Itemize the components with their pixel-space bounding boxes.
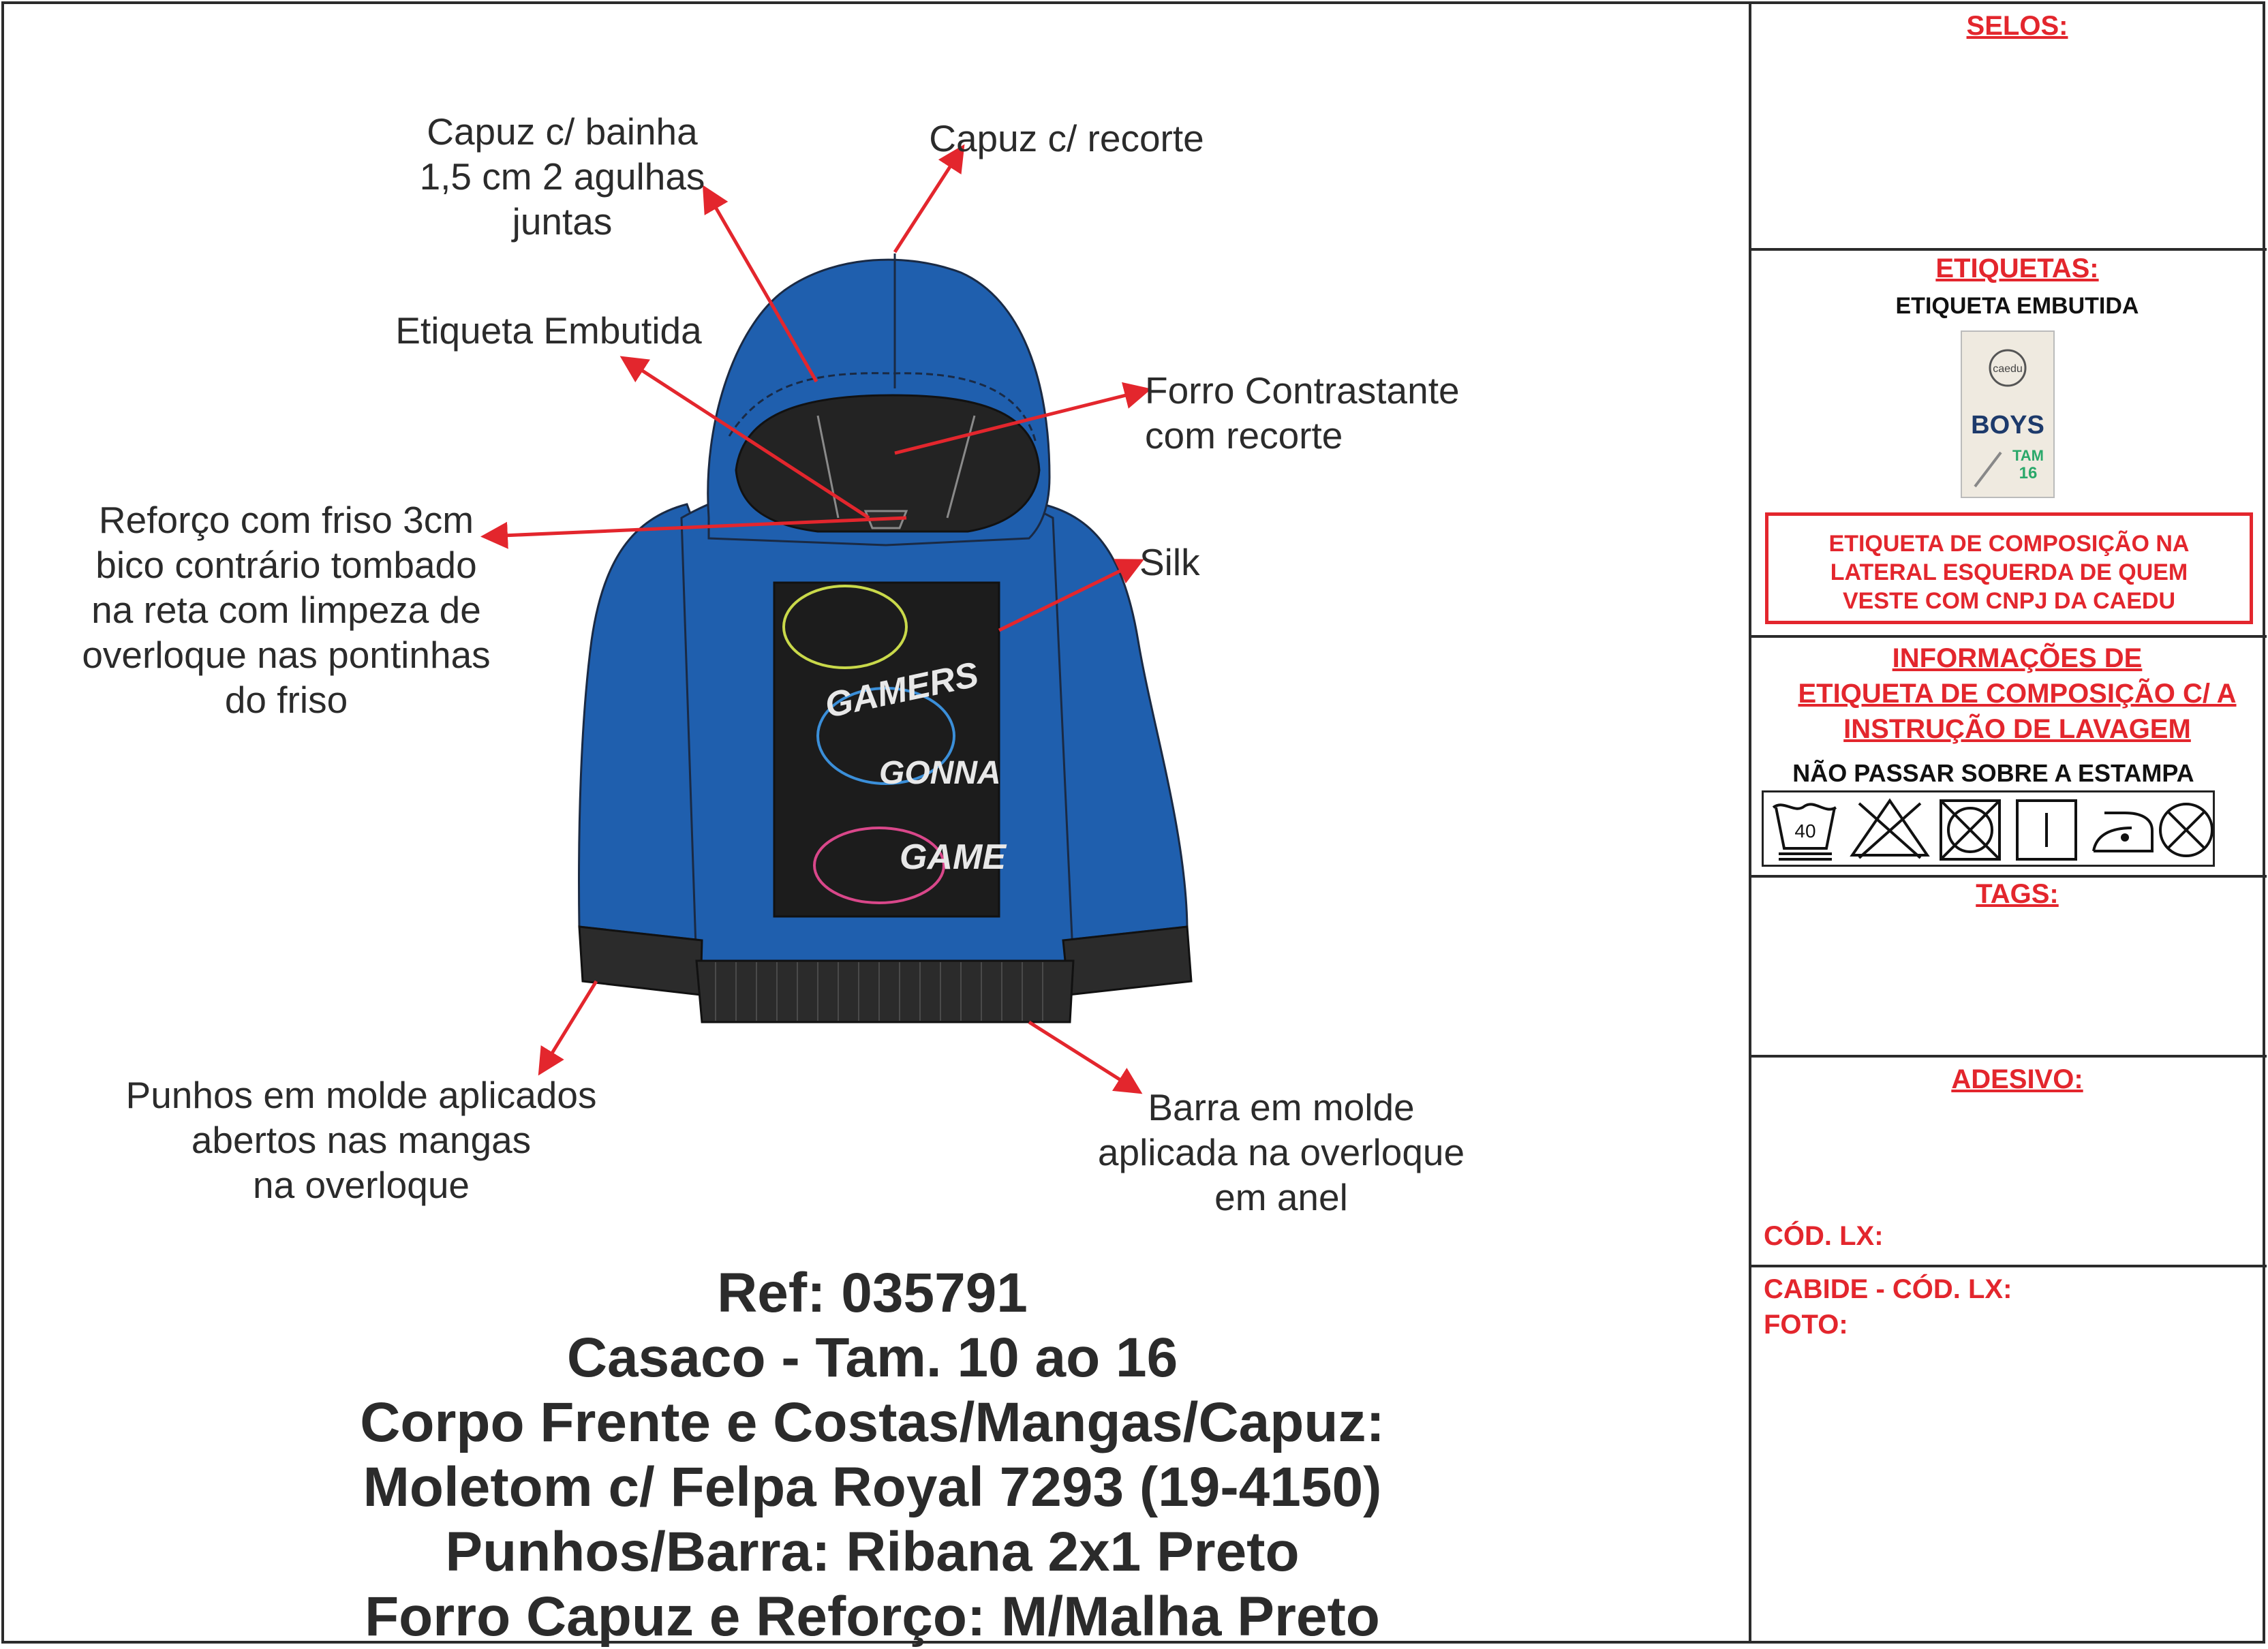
callout-forro: Forro Contrastante com recorte <box>1145 369 1460 457</box>
tags-title: TAGS: <box>1976 879 2059 909</box>
label-brand: caedu <box>1993 363 2023 375</box>
ref-fabric: Moletom c/ Felpa Royal 7293 (19-4150) <box>363 1456 1382 1518</box>
waistband <box>696 961 1073 1022</box>
label-boys: BOYS <box>1971 411 2044 440</box>
callout-etiqueta-embutida: Etiqueta Embutida <box>395 309 702 352</box>
iron-low-icon <box>2094 813 2152 851</box>
reference-block <box>204 1261 1540 1649</box>
label-size: 16 <box>2019 464 2038 482</box>
cod-lx-label: CÓD. LX: <box>1764 1221 1884 1251</box>
callout-punhos: Punhos em molde aplicados abertos nas mangas na overloque <box>125 1074 597 1206</box>
embedded-label-image <box>1960 330 2055 500</box>
print-word-2: GONNA <box>879 755 1001 791</box>
ref-number: Ref: 035791 <box>717 1262 1028 1324</box>
no-tumble-dry-icon <box>1941 801 1999 859</box>
print-word-1: GAMERS <box>821 654 982 726</box>
care-symbols <box>1762 790 2215 867</box>
callout-barra: Barra em molde aplicada na overloque em anel <box>1097 1086 1465 1218</box>
etiqueta-embutida-title: ETIQUETA EMBUTIDA <box>1895 293 2139 319</box>
informacoes-title: INFORMAÇÕES DE ETIQUETA DE COMPOSIÇÃO C/ A INSTRUÇÃO DE LAVAGEM <box>1798 643 2237 744</box>
ref-product: Casaco - Tam. 10 ao 16 <box>566 1327 1178 1389</box>
ref-cuffs: Punhos/Barra: Ribana 2x1 Preto <box>445 1521 1300 1583</box>
etiquetas-title: ETIQUETAS: <box>1935 253 2099 283</box>
no-dry-clean-icon <box>2160 804 2212 856</box>
cabide-label: CABIDE - CÓD. LX: <box>1764 1274 2012 1304</box>
no-bleach-icon <box>1852 801 1927 858</box>
selos-title: SELOS: <box>1966 11 2068 41</box>
line-dry-icon <box>2017 801 2076 859</box>
print-word-3: GAME <box>900 837 1006 877</box>
callout-reforco: Reforço com friso 3cm bico contrário tombado na reta com limpeza de overloque nas pontinhas do friso <box>82 499 491 721</box>
wash-temp: 40 <box>1794 820 1816 842</box>
label-tam: TAM <box>2012 447 2044 464</box>
composicao-note: ETIQUETA DE COMPOSIÇÃO NA LATERAL ESQUERDA DE QUEM VESTE COM CNPJ DA CAEDU <box>1765 512 2253 624</box>
nao-passar-text: NÃO PASSAR SOBRE A ESTAMPA <box>1792 759 2194 787</box>
callout-capuz-recorte: Capuz c/ recorte <box>929 117 1204 159</box>
info-divider <box>1749 875 2267 878</box>
selos-divider <box>1749 248 2267 251</box>
foto-label: FOTO: <box>1764 1310 1848 1340</box>
adesivo-divider <box>1749 1265 2267 1267</box>
ref-body-parts: Corpo Frente e Costas/Mangas/Capuz: <box>360 1391 1385 1453</box>
callout-capuz-bainha: Capuz c/ bainha 1,5 cm 2 agulhas juntas <box>419 110 705 243</box>
etiquetas-divider <box>1749 635 2267 638</box>
tags-divider <box>1749 1055 2267 1058</box>
ref-lining: Forro Capuz e Reforço: M/Malha Preto <box>365 1586 1380 1648</box>
callout-silk: Silk <box>1139 541 1200 583</box>
adesivo-title: ADESIVO: <box>1951 1064 2083 1094</box>
